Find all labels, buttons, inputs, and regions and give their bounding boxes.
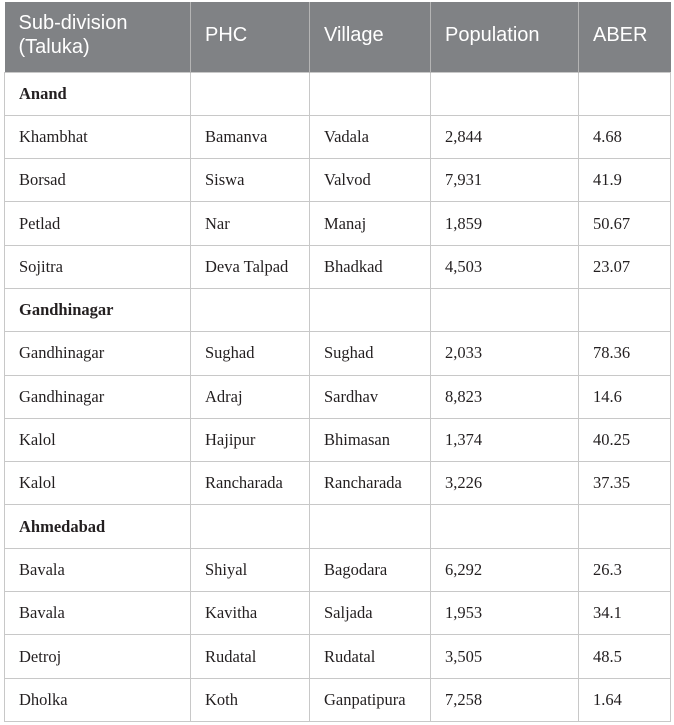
sub-division-cell: Kalol: [5, 462, 191, 505]
aber-cell: 78.36: [579, 332, 671, 375]
aber-cell: 23.07: [579, 245, 671, 288]
phc-cell: Deva Talpad: [191, 245, 310, 288]
empty-cell: [579, 505, 671, 548]
population-cell: 3,505: [431, 635, 579, 678]
population-cell: 2,844: [431, 115, 579, 158]
phc-cell: Bamanva: [191, 115, 310, 158]
aber-cell: 50.67: [579, 202, 671, 245]
phc-cell: Hajipur: [191, 418, 310, 461]
group-label: Ahmedabad: [5, 505, 191, 548]
table-row: [5, 548, 671, 591]
data-table: [4, 2, 671, 722]
table-row: [5, 375, 671, 418]
empty-cell: [310, 288, 431, 331]
empty-cell: [579, 72, 671, 115]
population-cell: 7,931: [431, 159, 579, 202]
group-row: [5, 72, 671, 115]
aber-cell: 41.9: [579, 159, 671, 202]
aber-cell: 40.25: [579, 418, 671, 461]
sub-division-cell: Borsad: [5, 159, 191, 202]
aber-cell: 37.35: [579, 462, 671, 505]
phc-cell: Koth: [191, 678, 310, 721]
sub-division-cell: Bavala: [5, 548, 191, 591]
table-row: [5, 159, 671, 202]
header-phc: PHC: [191, 2, 310, 72]
village-cell: Ganpatipura: [310, 678, 431, 721]
phc-cell: Nar: [191, 202, 310, 245]
aber-cell: 1.64: [579, 678, 671, 721]
village-cell: Sughad: [310, 332, 431, 375]
population-cell: 1,953: [431, 592, 579, 635]
table-body: [5, 72, 671, 722]
table-row: [5, 678, 671, 721]
sub-division-cell: Kalol: [5, 418, 191, 461]
phc-cell: Siswa: [191, 159, 310, 202]
sub-division-cell: Gandhinagar: [5, 332, 191, 375]
aber-cell: 48.5: [579, 635, 671, 678]
empty-cell: [431, 72, 579, 115]
sub-division-cell: Khambhat: [5, 115, 191, 158]
sub-division-cell: Detroj: [5, 635, 191, 678]
phc-cell: Rudatal: [191, 635, 310, 678]
empty-cell: [310, 505, 431, 548]
sub-division-cell: Bavala: [5, 592, 191, 635]
village-cell: Rancharada: [310, 462, 431, 505]
village-cell: Sardhav: [310, 375, 431, 418]
group-row: [5, 288, 671, 331]
empty-cell: [579, 288, 671, 331]
table-row: [5, 462, 671, 505]
table-row: [5, 418, 671, 461]
phc-cell: Adraj: [191, 375, 310, 418]
village-cell: Rudatal: [310, 635, 431, 678]
table-row: [5, 245, 671, 288]
phc-cell: Rancharada: [191, 462, 310, 505]
empty-cell: [310, 72, 431, 115]
table-row: [5, 592, 671, 635]
sub-division-cell: Dholka: [5, 678, 191, 721]
sub-division-cell: Sojitra: [5, 245, 191, 288]
header-sub-division: Sub-division (Taluka): [5, 2, 191, 72]
aber-cell: 4.68: [579, 115, 671, 158]
table-row: [5, 202, 671, 245]
phc-cell: Sughad: [191, 332, 310, 375]
village-cell: Bhadkad: [310, 245, 431, 288]
header-row: [5, 2, 671, 72]
village-cell: Vadala: [310, 115, 431, 158]
aber-cell: 14.6: [579, 375, 671, 418]
empty-cell: [431, 505, 579, 548]
population-cell: 7,258: [431, 678, 579, 721]
aber-cell: 34.1: [579, 592, 671, 635]
table-header: [5, 2, 671, 72]
empty-cell: [191, 288, 310, 331]
village-cell: Valvod: [310, 159, 431, 202]
empty-cell: [191, 72, 310, 115]
population-cell: 1,374: [431, 418, 579, 461]
population-cell: 2,033: [431, 332, 579, 375]
sub-division-cell: Gandhinagar: [5, 375, 191, 418]
population-cell: 8,823: [431, 375, 579, 418]
table-row: [5, 115, 671, 158]
population-cell: 3,226: [431, 462, 579, 505]
group-label: Gandhinagar: [5, 288, 191, 331]
population-cell: 4,503: [431, 245, 579, 288]
village-cell: Manaj: [310, 202, 431, 245]
village-cell: Bagodara: [310, 548, 431, 591]
header-aber: ABER: [579, 2, 671, 72]
table-row: [5, 332, 671, 375]
empty-cell: [431, 288, 579, 331]
village-cell: Saljada: [310, 592, 431, 635]
table-row: [5, 635, 671, 678]
population-cell: 1,859: [431, 202, 579, 245]
village-cell: Bhimasan: [310, 418, 431, 461]
header-population: Population: [431, 2, 579, 72]
population-cell: 6,292: [431, 548, 579, 591]
phc-cell: Shiyal: [191, 548, 310, 591]
header-village: Village: [310, 2, 431, 72]
sub-division-cell: Petlad: [5, 202, 191, 245]
phc-cell: Kavitha: [191, 592, 310, 635]
group-label: Anand: [5, 72, 191, 115]
empty-cell: [191, 505, 310, 548]
aber-cell: 26.3: [579, 548, 671, 591]
group-row: [5, 505, 671, 548]
